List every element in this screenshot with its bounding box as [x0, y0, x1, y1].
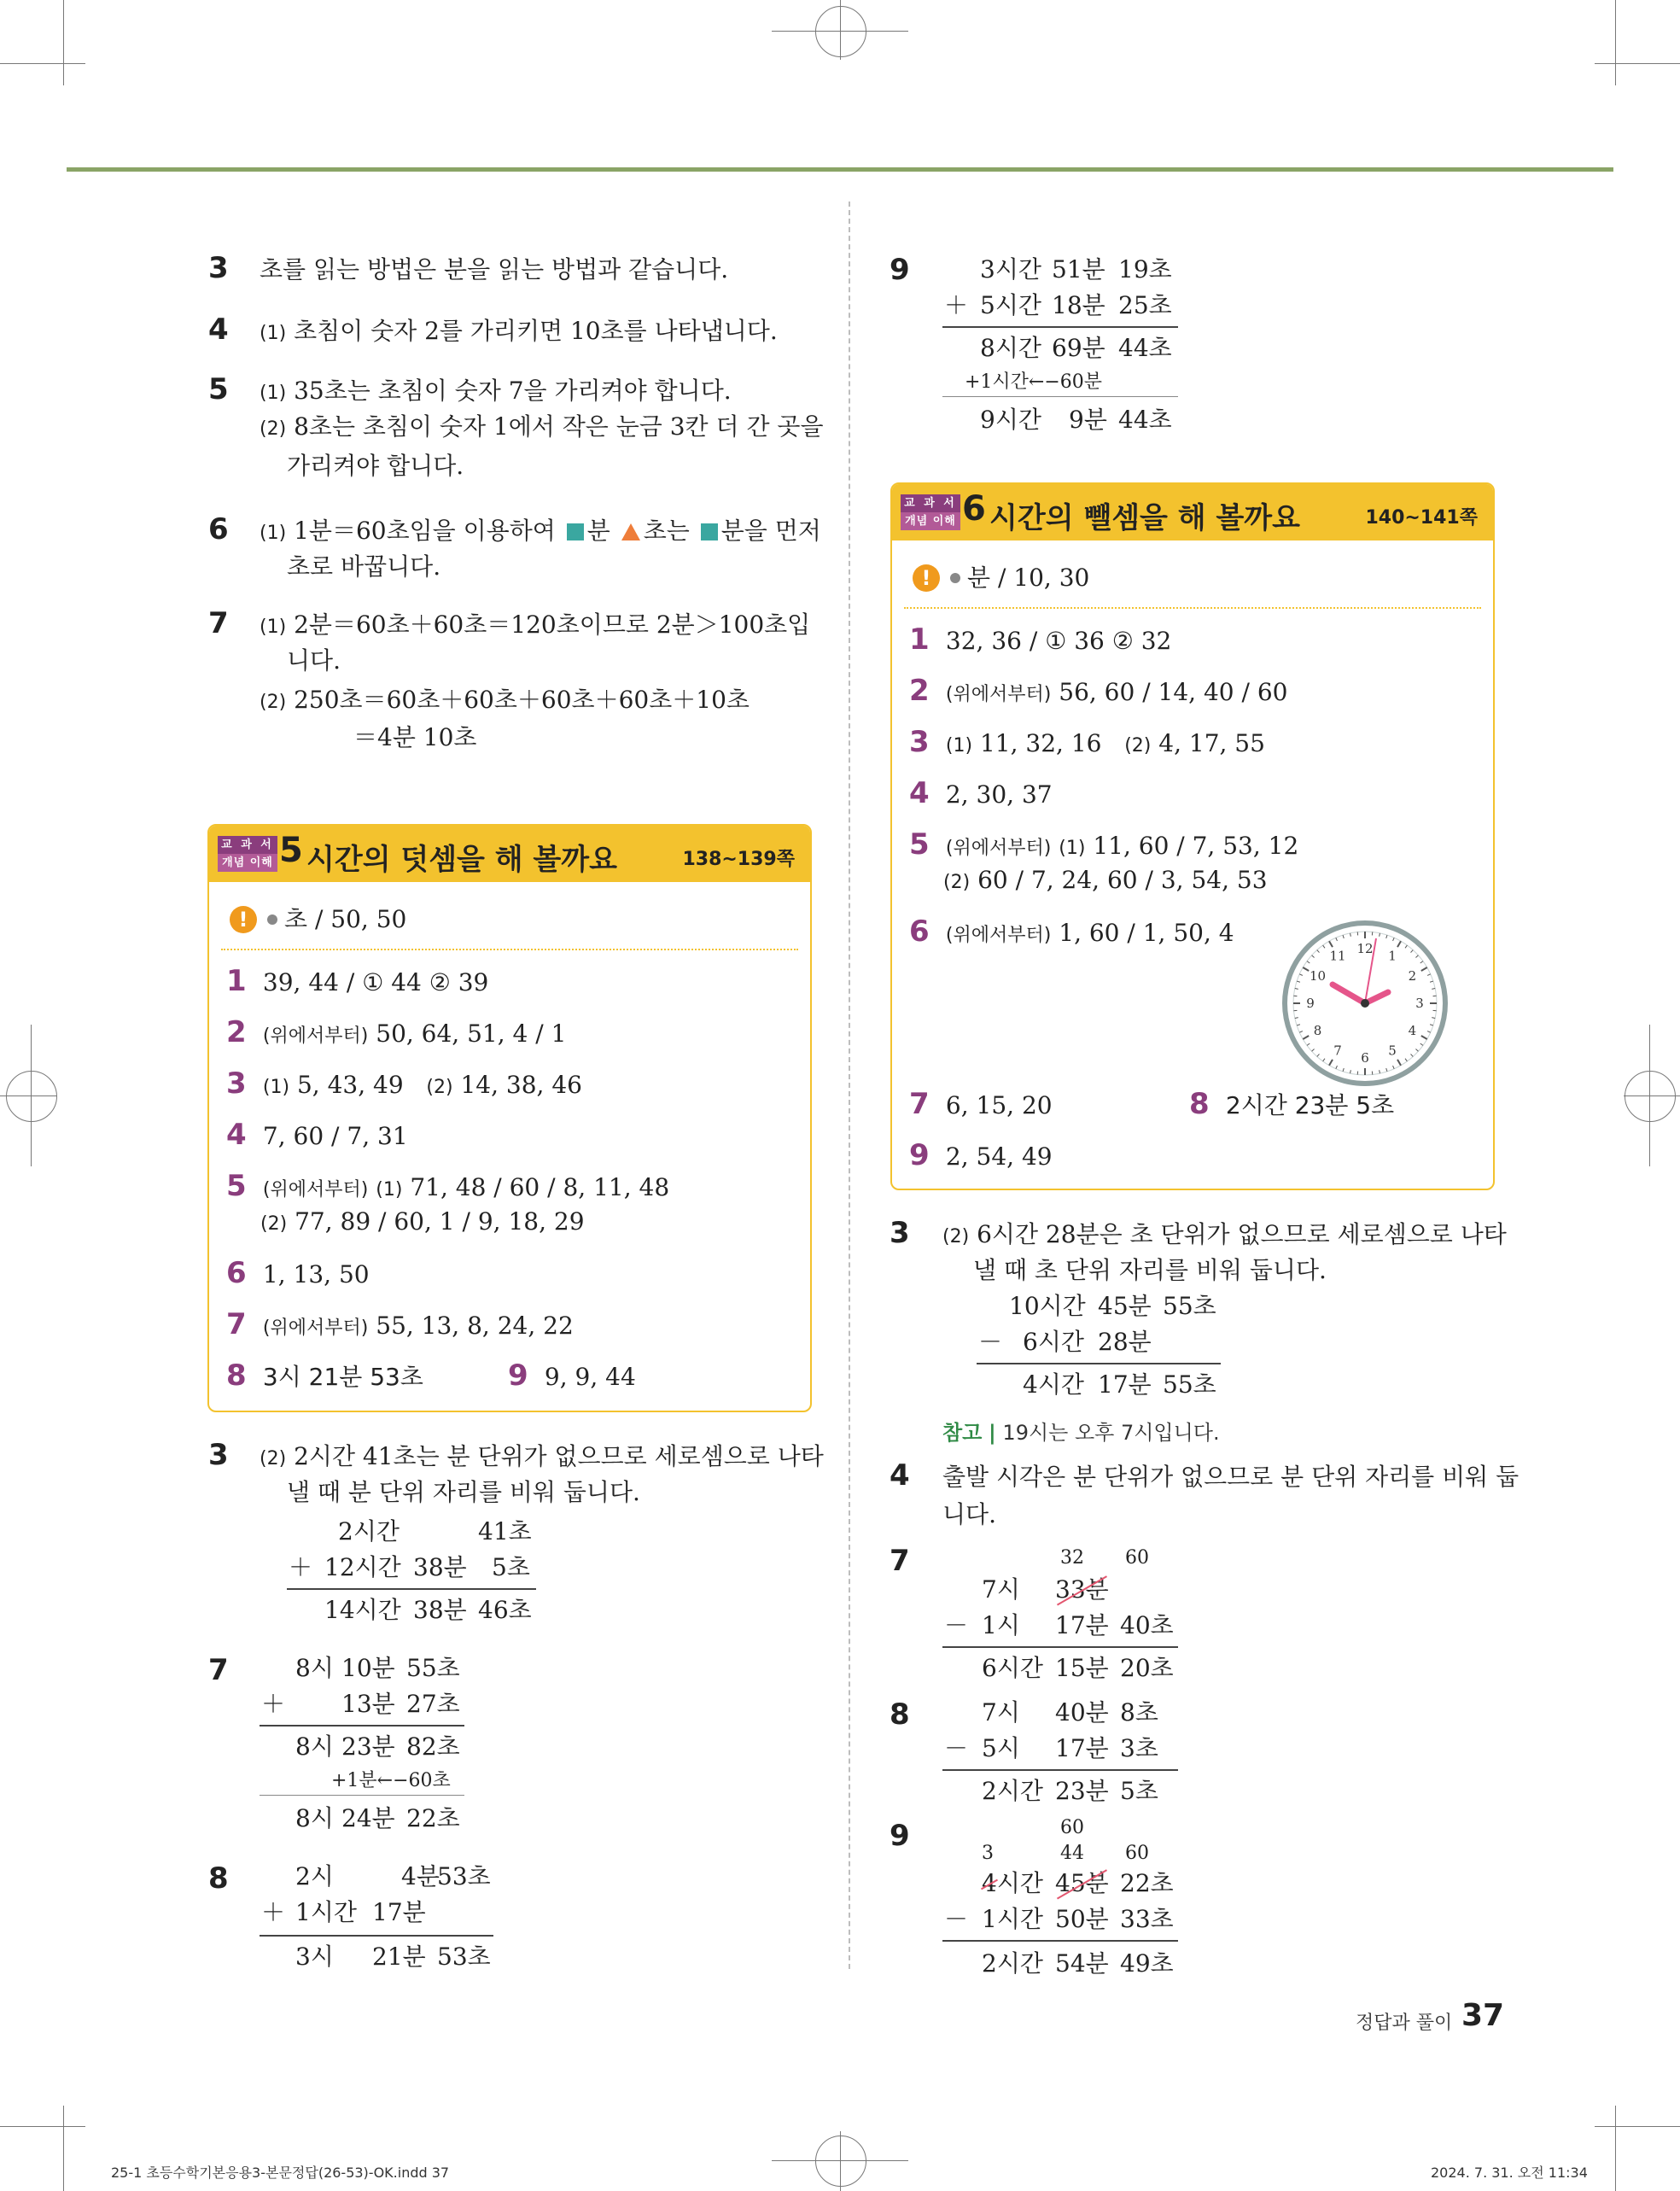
answer-line: 니다.	[287, 646, 341, 675]
answer-row	[226, 1358, 423, 1394]
answer-row	[909, 725, 1265, 763]
sub-label: (위에서부터)	[945, 838, 1052, 859]
question-number: 6	[208, 512, 229, 546]
header-rule	[67, 167, 1613, 172]
calc-rule	[942, 1940, 1178, 1942]
registration-mark	[815, 2135, 866, 2187]
sub-label: (1)	[1059, 838, 1086, 859]
calc-rule	[942, 326, 1178, 328]
calc-cell: 6시간	[982, 1654, 1043, 1682]
concept-box-addition	[207, 824, 812, 1412]
calc-cell: 41초	[478, 1517, 532, 1545]
crop-mark	[1595, 63, 1680, 64]
calc-cell: 2시	[295, 1862, 334, 1890]
clock-number: 12	[1356, 941, 1374, 956]
carry-note: +1시간←−60분	[965, 371, 1103, 393]
calc-cell: 8초	[1120, 1698, 1158, 1727]
answer-line: 초로 바꿉니다.	[287, 552, 441, 581]
calc-cell: 10시간	[1009, 1292, 1086, 1320]
calc-cell: 82초	[406, 1732, 460, 1761]
calc-operator: －	[944, 1734, 969, 1762]
problem-number: 8	[226, 1358, 247, 1393]
answer-line: 낼 때 초 단위 자리를 비워 둡니다.	[973, 1256, 1327, 1284]
answer-line: 2시간 41초는 분 단위가 없으므로 세로셈으로 나타	[294, 1442, 824, 1470]
exclamation-icon: !	[230, 906, 257, 933]
alert-line	[267, 903, 406, 937]
answer-row	[226, 1307, 574, 1346]
calc-cell: 6시간	[1023, 1328, 1084, 1356]
answer-line: 3시 21분 53초	[262, 1363, 423, 1391]
calc-unit: 시간	[996, 1869, 1043, 1897]
crossed-digit: 33분	[1055, 1573, 1109, 1607]
sub-label: (2)	[260, 1448, 287, 1469]
calc-cell: 53초	[437, 1862, 491, 1890]
page-range: 138~139쪽	[682, 849, 795, 870]
calc-cell: 3시간	[980, 255, 1041, 283]
answer-line: 56, 60 / 14, 40 / 60	[1059, 678, 1288, 706]
borrow-mark: 60	[1125, 1547, 1149, 1569]
clock-number: 3	[1415, 996, 1424, 1011]
question-number: 3	[208, 251, 229, 285]
answer-line: 4, 17, 55	[1158, 729, 1265, 757]
calc-cell: 24분	[341, 1804, 395, 1832]
lesson-number: 6	[962, 489, 986, 529]
answer-text	[942, 1218, 1507, 1254]
calc-cell: 5시간	[980, 291, 1041, 319]
concept-box-subtraction	[890, 482, 1495, 1190]
calc-cell: 19초	[1118, 255, 1172, 283]
calc-cell: 17분	[1098, 1370, 1152, 1399]
reference-divider: |	[989, 1421, 996, 1445]
reference-note	[942, 1416, 1220, 1446]
crop-mark	[1615, 2106, 1616, 2191]
sub-label: (2)	[1124, 735, 1152, 757]
borrow-mark: 60	[1060, 1817, 1084, 1838]
question-number: 9	[890, 1819, 910, 1853]
answer-row	[226, 1256, 370, 1292]
calc-cell: 1시간	[982, 1905, 1043, 1933]
calc-cell: 40초	[1120, 1611, 1174, 1639]
calc-cell: 17분	[1055, 1734, 1109, 1762]
answer-line: 50, 64, 51, 4 / 1	[376, 1020, 567, 1048]
question-number: 7	[890, 1544, 910, 1578]
sub-label: (2)	[260, 1213, 288, 1235]
answer-row	[909, 776, 1053, 812]
calc-cell: 1시간	[295, 1898, 357, 1926]
carry-note: +1분←−60초	[331, 1770, 451, 1791]
answer-line: 가리켜야 합니다.	[287, 452, 464, 480]
borrow-mark: 3	[982, 1843, 994, 1864]
calc-cell: 3초	[1120, 1734, 1158, 1762]
question-number: 7	[208, 1653, 229, 1687]
answer-text	[260, 374, 732, 411]
clock-number: 4	[1408, 1023, 1417, 1038]
answer-text	[260, 608, 810, 645]
answer-text	[260, 1440, 824, 1476]
answer-line: 35초는 초침이 숫자 7을 가리켜야 합니다.	[294, 377, 732, 405]
bullet-icon	[267, 914, 277, 925]
textbook-tag	[901, 494, 960, 530]
answer-line: 11, 32, 16	[979, 729, 1102, 757]
problem-number: 6	[226, 1256, 247, 1290]
calc-rule	[287, 1588, 536, 1590]
sub-label: (2)	[943, 872, 971, 893]
borrow-mark: 60	[1125, 1843, 1149, 1864]
answer-row	[226, 1169, 669, 1207]
calc-cell: 2시간	[982, 1949, 1043, 1978]
calc-rule	[942, 396, 1178, 397]
calc-rule	[977, 1363, 1221, 1364]
calc-cell: 1시	[982, 1611, 1020, 1639]
dotted-separator	[221, 949, 798, 950]
problem-number: 9	[508, 1358, 528, 1393]
answer-text	[260, 410, 824, 447]
reference-label: 참고	[942, 1421, 983, 1445]
answer-line: 11, 60 / 7, 53, 12	[1093, 832, 1299, 860]
problem-number: 6	[909, 914, 930, 949]
sub-label: (2)	[942, 1226, 970, 1247]
calc-operator: ＋	[261, 1898, 286, 1926]
sub-label: (2)	[260, 418, 287, 440]
sub-label: (위에서부터)	[262, 1318, 369, 1339]
clock-number: 7	[1333, 1043, 1342, 1059]
lesson-title: 시간의 뺄셈을 해 볼까요	[989, 501, 1300, 535]
crop-mark	[0, 2126, 85, 2127]
problem-number: 3	[909, 725, 930, 759]
page-range: 140~141쪽	[1365, 507, 1478, 529]
footer-file: 25-1 초등수학기본응용3-본문정답(26-53)-OK.indd 37	[111, 2165, 450, 2181]
clock-number: 9	[1306, 996, 1315, 1011]
alert-line	[950, 561, 1089, 595]
dotted-separator	[904, 607, 1481, 609]
clock-number: 2	[1408, 968, 1417, 984]
answer-line: 77, 89 / 60, 1 / 9, 18, 29	[295, 1207, 585, 1236]
calc-cell: 17분	[372, 1898, 426, 1926]
answer-line: 250초＝60초＋60초＋60초＋60초＋10초	[294, 686, 750, 714]
calc-cell: 4시간	[1023, 1370, 1084, 1399]
answer-line: 2, 54, 49	[945, 1142, 1053, 1171]
tag-top: 교 과 서	[901, 494, 960, 512]
borrow-mark: 44	[1060, 1843, 1084, 1864]
crop-mark	[1595, 2126, 1680, 2127]
answer-line: 1분＝60초임을 이용하여	[294, 517, 556, 545]
answer-line: 초는	[643, 517, 690, 545]
calc-cell: 55초	[406, 1654, 460, 1682]
problem-number: 2	[226, 1015, 247, 1049]
borrow-mark: 32	[1060, 1547, 1084, 1569]
answer-line: 8초는 초침이 숫자 1에서 작은 눈금 3칸 더 간 곳을	[294, 412, 824, 441]
registration-mark	[6, 1071, 57, 1122]
calc-cell: 49초	[1120, 1949, 1174, 1978]
calc-cell: 20초	[1120, 1654, 1174, 1682]
problem-number: 9	[909, 1138, 930, 1172]
calc-cell: 23분	[341, 1732, 395, 1761]
sub-label: (1)	[262, 1077, 290, 1098]
calc-cell: 21분	[372, 1943, 426, 1971]
answer-row	[226, 1015, 566, 1054]
calc-cell: 7시	[982, 1575, 1020, 1604]
calc-operator: －	[944, 1611, 969, 1639]
tag-bottom: 개념 이해	[218, 854, 277, 872]
sub-label: (1)	[945, 735, 973, 757]
problem-number: 1	[226, 964, 247, 998]
clock-number: 6	[1361, 1050, 1369, 1066]
crop-mark	[63, 0, 64, 85]
answer-line: 60 / 7, 24, 60 / 3, 54, 53	[977, 866, 1268, 894]
answer-line: 1, 13, 50	[262, 1260, 370, 1288]
crop-mark	[0, 63, 85, 64]
answer-row	[226, 1066, 582, 1105]
calc-cell	[1055, 1867, 1109, 1901]
textbook-tag	[218, 836, 277, 872]
answer-line: 7, 60 / 7, 31	[262, 1122, 408, 1150]
registration-mark	[1625, 1071, 1676, 1122]
calc-operator: ＋	[261, 1690, 286, 1718]
reference-text: 19시는 오후 7시입니다.	[1002, 1421, 1220, 1445]
sub-label: (1)	[260, 383, 287, 404]
problem-number: 7	[226, 1307, 247, 1341]
answer-row	[226, 964, 488, 1000]
sub-label: (위에서부터)	[262, 1025, 369, 1047]
calc-rule	[260, 1935, 493, 1937]
problem-number: 2	[909, 674, 930, 708]
answer-text	[260, 314, 778, 351]
box-header	[892, 484, 1493, 540]
answer-row	[226, 1118, 408, 1154]
calc-rule	[260, 1795, 464, 1796]
answer-row	[909, 674, 1287, 712]
answer-row	[909, 1138, 1053, 1174]
answer-row	[909, 914, 1234, 953]
lesson-number: 5	[279, 831, 303, 870]
answer-line: 5, 43, 49	[296, 1071, 404, 1099]
answer-line: 9, 9, 44	[544, 1363, 636, 1391]
lesson-title: 시간의 덧셈을 해 볼까요	[306, 843, 617, 877]
clock-number: 5	[1388, 1043, 1397, 1059]
answer-line: 39, 44 / ① 44 ② 39	[262, 968, 489, 996]
tag-bottom: 개념 이해	[901, 512, 960, 530]
question-number: 8	[890, 1697, 910, 1732]
answer-line: 분	[586, 517, 610, 545]
calc-cell: 51분	[1052, 255, 1105, 283]
calc-operator: －	[978, 1328, 1003, 1356]
calc-cell: 18분	[1052, 291, 1105, 319]
answer-row	[943, 863, 1268, 900]
calc-cell: 7시	[982, 1698, 1020, 1727]
answer-row	[909, 1087, 1053, 1123]
question-number: 5	[208, 372, 229, 406]
calc-cell: 15분	[1055, 1654, 1109, 1682]
sub-label: (1)	[376, 1179, 403, 1201]
calc-cell: 38분	[413, 1553, 467, 1581]
calc-cell: 8시	[295, 1654, 334, 1682]
calc-cell: 27초	[406, 1690, 460, 1718]
calc-cell: 55초	[1163, 1370, 1216, 1399]
calc-cell: 9시간	[980, 406, 1041, 434]
question-number: 3	[208, 1438, 229, 1472]
crop-mark	[1615, 0, 1616, 85]
calc-cell: 69분	[1052, 334, 1105, 362]
question-number: 4	[208, 313, 229, 347]
calc-cell: 44초	[1118, 334, 1172, 362]
answer-text: 초를 읽는 방법은 분을 읽는 방법과 같습니다.	[260, 255, 729, 283]
sub-label: (위에서부터)	[945, 925, 1052, 946]
sub-label: (2)	[260, 692, 287, 713]
calc-cell: 54분	[1055, 1949, 1109, 1978]
calc-cell: 38분	[413, 1596, 467, 1624]
answer-row	[909, 622, 1171, 658]
answer-row	[508, 1358, 636, 1394]
sub-label: (위에서부터)	[945, 684, 1052, 705]
calc-cell: 8시간	[980, 334, 1041, 362]
registration-mark	[815, 6, 866, 57]
calc-cell	[982, 1867, 1043, 1901]
box-header	[209, 826, 810, 882]
answer-line: 출발 시각은 분 단위가 없으므로 분 단위 자리를 비워 둡	[942, 1463, 1520, 1491]
footer-date: 2024. 7. 31. 오전 11:34	[1431, 2165, 1588, 2181]
answer-line: 71, 48 / 60 / 8, 11, 48	[410, 1173, 670, 1201]
crossed-digit: 4	[982, 1867, 997, 1901]
problem-number: 1	[909, 622, 930, 657]
answer-line: 32, 36 / ① 36 ② 32	[945, 627, 1172, 655]
answer-line: 14, 38, 46	[460, 1071, 582, 1099]
calc-cell: 10분	[341, 1654, 395, 1682]
answer-row	[1189, 1087, 1394, 1123]
alert-text: 분 / 10, 30	[967, 564, 1090, 592]
calc-cell: 40분	[1055, 1698, 1109, 1727]
calc-cell: 8시	[295, 1804, 334, 1832]
calc-operator: ＋	[944, 291, 969, 319]
square-symbol-icon	[567, 523, 584, 540]
calc-cell: 45분	[1098, 1292, 1152, 1320]
problem-number: 4	[909, 776, 930, 810]
calc-cell: 53초	[437, 1943, 491, 1971]
answer-line: 6, 15, 20	[945, 1091, 1053, 1119]
answer-line: 초침이 숫자 2를 가리키면 10초를 나타냅니다.	[294, 317, 778, 345]
calc-rule	[260, 1725, 464, 1727]
calc-cell: 22초	[406, 1804, 460, 1832]
page-label: 정답과 풀이	[1356, 2013, 1453, 2034]
problem-number: 5	[226, 1169, 247, 1203]
sub-label: (위에서부터)	[262, 1179, 369, 1201]
calc-cell: 4분	[401, 1862, 440, 1890]
answer-line: 2, 30, 37	[945, 780, 1053, 809]
answer-line: 6시간 28분은 초 단위가 없으므로 세로셈으로 나타	[977, 1220, 1507, 1248]
calc-operator: －	[944, 1905, 969, 1933]
calc-cell: 46초	[478, 1596, 532, 1624]
answer-line: 1, 60 / 1, 50, 4	[1059, 919, 1234, 947]
sub-label: (2)	[426, 1077, 453, 1098]
bullet-icon	[950, 573, 960, 583]
clock-number: 10	[1310, 968, 1327, 984]
problem-number: 7	[909, 1087, 930, 1121]
answer-line: ＝4분 10초	[353, 723, 477, 751]
crop-mark	[63, 2106, 64, 2191]
answer-text	[260, 514, 821, 551]
calc-cell: 5초	[1120, 1777, 1158, 1805]
calc-cell: 50분	[1055, 1905, 1109, 1933]
sub-label: (1)	[260, 523, 287, 544]
sub-label: (1)	[260, 616, 287, 638]
calc-cell: 17분	[1055, 1611, 1109, 1639]
question-number: 4	[890, 1458, 910, 1493]
calc-rule	[942, 1769, 1178, 1771]
calc-cell: 14시간	[324, 1596, 401, 1624]
triangle-symbol-icon	[621, 523, 640, 540]
answer-line: 2시간 23분 5초	[1225, 1091, 1395, 1119]
calc-rule	[942, 1646, 1178, 1648]
calc-cell: 9분	[1069, 406, 1107, 434]
answer-line: 2분＝60초＋60초＝120초이므로 2분＞100초입	[294, 611, 811, 639]
calc-cell: 2시간	[338, 1517, 400, 1545]
question-number: 3	[890, 1216, 910, 1250]
answer-row	[909, 827, 1298, 866]
crossed-digit: 45분	[1055, 1867, 1109, 1901]
page-number: 37	[1461, 1998, 1505, 2033]
answer-line: 니다.	[942, 1500, 996, 1528]
calc-cell: 12시간	[324, 1553, 401, 1581]
calc-cell: 25초	[1118, 291, 1172, 319]
problem-number: 5	[909, 827, 930, 862]
calc-cell: 8시	[295, 1732, 334, 1761]
clock-number: 8	[1313, 1023, 1322, 1038]
problem-number: 3	[226, 1066, 247, 1101]
calc-cell	[1055, 1573, 1109, 1607]
calc-cell: 44초	[1118, 406, 1172, 434]
sub-label: (1)	[260, 323, 287, 344]
calc-cell: 13분	[341, 1690, 395, 1718]
clock-number: 1	[1388, 948, 1397, 964]
calc-cell: 28분	[1098, 1328, 1152, 1356]
answer-row	[260, 1205, 585, 1242]
calc-cell: 5초	[492, 1553, 530, 1581]
calc-cell: 55초	[1163, 1292, 1216, 1320]
problem-number: 8	[1189, 1087, 1210, 1121]
calc-cell: 33초	[1120, 1905, 1174, 1933]
clock-face-icon	[1281, 920, 1449, 1087]
problem-number: 4	[226, 1118, 247, 1152]
calc-cell: 2시간	[982, 1777, 1043, 1805]
calc-cell: 3시	[295, 1943, 334, 1971]
calc-cell: 5시	[982, 1734, 1020, 1762]
question-number: 9	[890, 253, 910, 287]
calc-cell: 23분	[1055, 1777, 1109, 1805]
answer-line: 낼 때 분 단위 자리를 비워 둡니다.	[287, 1478, 640, 1506]
answer-line: 55, 13, 8, 24, 22	[376, 1312, 574, 1340]
tag-top: 교 과 서	[218, 836, 277, 854]
exclamation-icon: !	[913, 564, 940, 592]
calc-cell: 22초	[1120, 1869, 1174, 1897]
question-number: 7	[208, 606, 229, 640]
column-divider	[849, 202, 850, 1969]
answer-line: 분을 먼저	[720, 517, 821, 545]
alert-text: 초 / 50, 50	[284, 905, 407, 933]
calc-operator: ＋	[289, 1553, 313, 1581]
clock-number: 11	[1329, 948, 1346, 964]
square-symbol-icon	[701, 523, 718, 540]
answer-text	[260, 683, 750, 720]
question-number: 8	[208, 1861, 229, 1896]
